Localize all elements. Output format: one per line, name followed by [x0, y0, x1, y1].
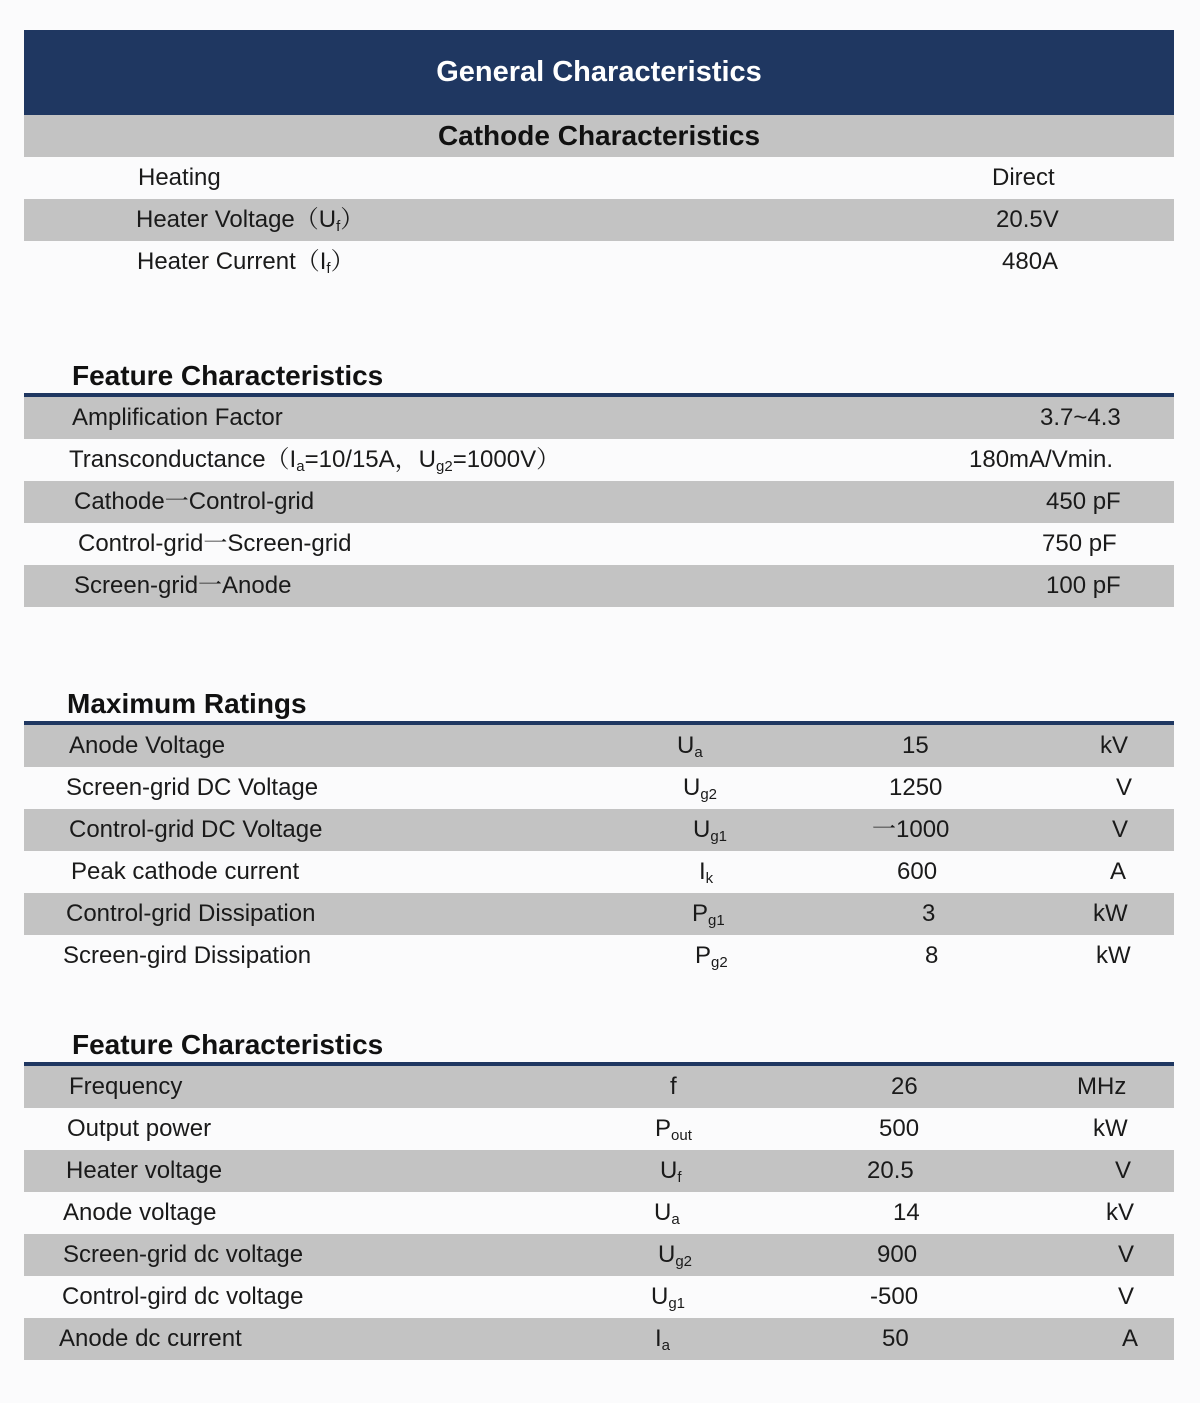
row-label: Amplification Factor [72, 404, 283, 431]
row-label: Peak cathode current [71, 858, 300, 885]
row-label: Output power [67, 1115, 212, 1142]
row-label: Control-grid Dissipation [66, 900, 316, 927]
row-symbol: $U_{g2}$ [658, 1241, 693, 1270]
row-value: 900 [877, 1241, 918, 1268]
row-value: 500 [879, 1115, 920, 1142]
table-row [24, 851, 1174, 893]
table-row [24, 565, 1174, 607]
table-row [24, 241, 1174, 283]
row-value: 一1000 [872, 816, 950, 843]
row-symbol: f [670, 1073, 677, 1100]
row-unit: V [1116, 774, 1133, 801]
row-label: Anode voltage [63, 1199, 217, 1226]
row-symbol: $I_a$ [655, 1325, 671, 1354]
row-label: Heater voltage [66, 1157, 223, 1184]
row-value: -500 [870, 1283, 919, 1310]
table-row [24, 1108, 1174, 1150]
row-label: Anode Voltage [69, 732, 226, 759]
row-symbol: $I_k$ [699, 858, 714, 887]
row-value: 50 [882, 1325, 909, 1352]
row-value: 480A [1002, 248, 1059, 275]
row-value: 450 pF [1046, 488, 1121, 515]
table-row [24, 439, 1174, 481]
row-unit: V [1112, 816, 1129, 843]
table-row [24, 397, 1174, 439]
row-symbol: $U_a$ [677, 732, 703, 761]
row-value: 14 [893, 1199, 920, 1226]
row-label: Screen-grid DC Voltage [66, 774, 319, 801]
row-unit: kW [1093, 1115, 1128, 1142]
table-row [24, 809, 1174, 851]
row-label: Frequency [69, 1073, 183, 1100]
table-row [24, 1066, 1174, 1108]
row-unit: kV [1106, 1199, 1135, 1226]
row-label: Control-gird dc voltage [62, 1283, 304, 1310]
table-row [24, 157, 1174, 199]
table-row [24, 1318, 1174, 1360]
cathode-section-title: Cathode Characteristics [24, 115, 1174, 157]
row-unit: A [1122, 1325, 1139, 1352]
row-value: 100 pF [1046, 572, 1121, 599]
row-label: Control-grid DC Voltage [69, 816, 323, 843]
row-symbol: $U_f$ [660, 1157, 682, 1186]
row-label: Screen-grid一Anode [74, 572, 292, 599]
table-row [24, 725, 1174, 767]
row-label: Cathode一Control-grid [74, 488, 315, 515]
row-label: Heater $Voltage(U_f)$ [136, 206, 365, 235]
row-value: 20.5V [996, 206, 1059, 233]
row-value: 1250 [889, 774, 943, 801]
row-value: 750 pF [1042, 530, 1117, 557]
row-symbol: $P_{g1}$ [692, 900, 725, 929]
row-value: 20.5 [867, 1157, 914, 1184]
row-symbol: $U_{g1}$ [693, 816, 728, 845]
row-symbol: $U_{g1}$ [651, 1283, 686, 1312]
row-unit: V [1118, 1241, 1135, 1268]
row-label: Heater $Current(I_f)$ [137, 248, 355, 277]
table-row [24, 199, 1174, 241]
table-row [24, 1192, 1174, 1234]
feature-section-title: Feature Characteristics [72, 1029, 384, 1060]
row-unit: kW [1093, 900, 1128, 927]
row-unit: V [1115, 1157, 1132, 1184]
row-value: 8 [925, 942, 939, 969]
row-value: Direct [992, 164, 1055, 191]
table-row [24, 893, 1174, 935]
row-label: Anode dc current [59, 1325, 242, 1352]
table-row [24, 1234, 1174, 1276]
row-unit: A [1110, 858, 1127, 885]
row-label: $Transconductance(I_a=10/15A$，$U_{g2}=1000V$） [69, 446, 561, 475]
table-row [24, 523, 1174, 565]
table-row [24, 481, 1174, 523]
row-label: Heating [138, 164, 221, 191]
row-symbol: $P_{g2}$ [695, 942, 728, 971]
row-value: 26 [891, 1073, 918, 1100]
row-symbol: $U_a$ [654, 1199, 680, 1228]
row-value: 3.7~4.3 [1040, 404, 1121, 431]
row-symbol: $U_{g2}$ [683, 774, 718, 803]
table-row [24, 767, 1174, 809]
table-row [24, 935, 1174, 977]
row-unit: kW [1096, 942, 1131, 969]
row-label: Screen-grid dc voltage [63, 1241, 304, 1268]
feature-section-title: Feature Characteristics [72, 360, 384, 391]
row-label: Control-grid一Screen-grid [78, 530, 352, 557]
row-value: 3 [922, 900, 936, 927]
row-value: 15 [902, 732, 929, 759]
page-title: General Characteristics [24, 30, 1174, 115]
row-unit: kV [1100, 732, 1129, 759]
row-label: Screen-gird Dissipation [63, 942, 312, 969]
row-unit: V [1118, 1283, 1135, 1310]
row-unit: MHz [1077, 1073, 1127, 1100]
row-value: 600 [897, 858, 938, 885]
row-symbol: $P_{out}$ [655, 1115, 692, 1144]
table-row [24, 1276, 1174, 1318]
table-row [24, 1150, 1174, 1192]
maximum-ratings-title: Maximum Ratings [67, 688, 307, 719]
row-value: 180mA/Vmin. [969, 446, 1114, 473]
